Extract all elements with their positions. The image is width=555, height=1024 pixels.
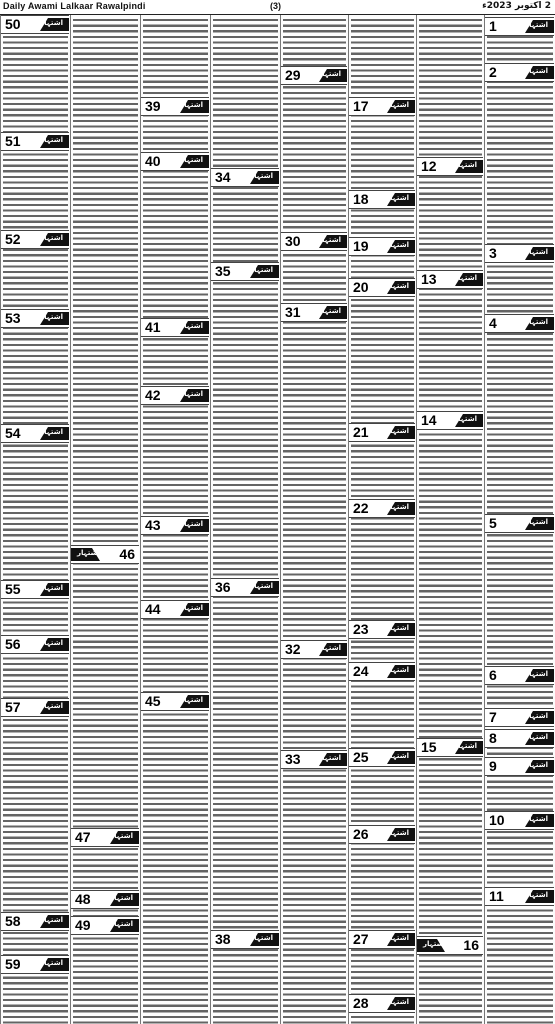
notice-header (1, 955, 69, 974)
notice-number: 59 (5, 956, 21, 972)
notice-header (1, 132, 69, 151)
notice-flag-label: اشتہار (180, 520, 203, 528)
notice-header (281, 303, 347, 322)
notice-number: 30 (285, 233, 301, 249)
notice-header (1, 912, 69, 931)
notice-number: 43 (145, 517, 161, 533)
notice-flag-label: اشتہار (180, 156, 203, 164)
notice-header (485, 708, 554, 727)
notice-flag-label: اشتہار (386, 101, 409, 109)
notice-number: 17 (353, 98, 369, 114)
notice-header (417, 157, 483, 176)
notice-flag-label: اشتہار (40, 428, 63, 436)
notice-header (349, 499, 415, 518)
notice-flag-label: اشتہار (40, 313, 63, 321)
notice-header (485, 17, 554, 36)
notice-number: 22 (353, 500, 369, 516)
column-1 (0, 15, 70, 1024)
notice-header (417, 270, 483, 289)
notice-header (485, 666, 554, 685)
notice-flag-label: اشتہار (318, 70, 341, 78)
notice-header (349, 662, 415, 681)
notice-number: 27 (353, 931, 369, 947)
notice-header (71, 916, 139, 935)
notice-header (349, 278, 415, 297)
notice-header (485, 514, 554, 533)
notice-header (349, 237, 415, 256)
notice-flag-label: اشتہار (386, 998, 409, 1006)
notice-header (417, 936, 483, 955)
notice-flag-label: اشتہار (386, 934, 409, 942)
notice-header (349, 190, 415, 209)
column-5 (280, 15, 348, 1024)
notice-flag-label: اشتہار (250, 934, 273, 942)
page-number: (3) (270, 1, 281, 11)
notice-header (485, 811, 554, 830)
notice-flag-label: اشتہار (40, 916, 63, 924)
notice-flag-label: اشتہار (386, 666, 409, 674)
notice-header (281, 750, 347, 769)
notice-flag-label: اشتہار (525, 733, 548, 741)
notice-flag-label: اشتہار (40, 584, 63, 592)
notice-number: 57 (5, 699, 21, 715)
notice-header (141, 97, 209, 116)
notice-number: 45 (145, 693, 161, 709)
notice-number: 14 (421, 412, 437, 428)
body-text (73, 17, 138, 1024)
notice-number: 12 (421, 158, 437, 174)
notice-header (71, 545, 139, 564)
notice-number: 1 (489, 18, 497, 34)
notice-header (1, 698, 69, 717)
notice-header (141, 600, 209, 619)
notice-flag-label: اشتہار (525, 518, 548, 526)
notice-flag-label: اشتہار (525, 248, 548, 256)
notice-header (141, 386, 209, 405)
notice-flag-label: اشتہار (40, 702, 63, 710)
notice-number: 20 (353, 279, 369, 295)
notice-number: 4 (489, 315, 497, 331)
notice-number: 16 (463, 937, 479, 953)
notice-number: 54 (5, 425, 21, 441)
notice-flag-label: اشتہار (454, 742, 477, 750)
notice-header (71, 828, 139, 847)
notice-flag-label: اشتہار (423, 940, 446, 948)
notice-flag-label: اشتہار (40, 19, 63, 27)
notice-number: 29 (285, 67, 301, 83)
notice-flag-label: اشتہار (318, 307, 341, 315)
notice-flag-label: اشتہار (110, 920, 133, 928)
notice-header (485, 63, 554, 82)
notice-number: 41 (145, 319, 161, 335)
notice-flag-label: اشتہار (454, 274, 477, 282)
notice-number: 48 (75, 891, 91, 907)
notice-number: 25 (353, 749, 369, 765)
notice-number: 56 (5, 636, 21, 652)
notice-flag-label: اشتہار (318, 644, 341, 652)
notice-flag-label: اشتہار (386, 241, 409, 249)
notice-header (211, 168, 279, 187)
notice-number: 7 (489, 709, 497, 725)
notice-flag-label: اشتہار (180, 390, 203, 398)
notice-flag-label: اشتہار (180, 696, 203, 704)
column-6 (348, 15, 416, 1024)
notice-number: 47 (75, 829, 91, 845)
notice-header (417, 411, 483, 430)
notice-flag-label: اشتہار (40, 639, 63, 647)
notice-flag-label: اشتہار (386, 194, 409, 202)
masthead-date: 2 اکتوبر 2023ء (482, 1, 551, 11)
notice-header (349, 97, 415, 116)
notice-flag-label: اشتہار (525, 815, 548, 823)
notice-number: 10 (489, 812, 505, 828)
notice-header (1, 580, 69, 599)
notice-number: 49 (75, 917, 91, 933)
notice-header (141, 318, 209, 337)
notice-flag-label: اشتہار (77, 549, 100, 557)
notice-header (485, 757, 554, 776)
notice-flag-label: اشتہار (180, 604, 203, 612)
notice-number: 6 (489, 667, 497, 683)
notice-number: 9 (489, 758, 497, 774)
notice-number: 23 (353, 621, 369, 637)
notice-number: 2 (489, 64, 497, 80)
notice-header (1, 230, 69, 249)
notice-flag-label: اشتہار (386, 624, 409, 632)
notice-flag-label: اشتہار (250, 582, 273, 590)
notice-header (211, 930, 279, 949)
notice-header (1, 15, 69, 34)
notice-number: 21 (353, 424, 369, 440)
notice-header (349, 423, 415, 442)
notice-number: 42 (145, 387, 161, 403)
notice-header (349, 748, 415, 767)
notice-number: 8 (489, 730, 497, 746)
body-text (283, 17, 346, 1024)
notice-number: 33 (285, 751, 301, 767)
notice-number: 46 (119, 546, 135, 562)
notice-number: 5 (489, 515, 497, 531)
masthead-title: Daily Awami Lalkaar Rawalpindi (3, 1, 146, 11)
notice-header (485, 729, 554, 748)
notice-flag-label: اشتہار (250, 172, 273, 180)
notice-header (281, 66, 347, 85)
notice-flag-label: اشتہار (525, 712, 548, 720)
notice-header (485, 887, 554, 906)
notice-flag-label: اشتہار (110, 832, 133, 840)
notice-flag-label: اشتہار (525, 891, 548, 899)
notice-header (349, 930, 415, 949)
notice-number: 44 (145, 601, 161, 617)
notice-number: 53 (5, 310, 21, 326)
masthead (0, 0, 555, 15)
notice-header (281, 640, 347, 659)
notice-number: 34 (215, 169, 231, 185)
notice-header (485, 314, 554, 333)
notice-flag-label: اشتہار (525, 67, 548, 75)
notice-number: 55 (5, 581, 21, 597)
notice-flag-label: اشتہار (386, 427, 409, 435)
notice-header (141, 152, 209, 171)
notice-number: 58 (5, 913, 21, 929)
notice-header (349, 620, 415, 639)
notice-flag-label: اشتہار (454, 161, 477, 169)
notice-header (1, 424, 69, 443)
notice-header (71, 890, 139, 909)
notice-header (1, 635, 69, 654)
notice-flag-label: اشتہار (40, 234, 63, 242)
notice-flag-label: اشتہار (386, 752, 409, 760)
notice-header (417, 738, 483, 757)
notice-number: 26 (353, 826, 369, 842)
notice-number: 15 (421, 739, 437, 755)
notice-flag-label: اشتہار (250, 266, 273, 274)
notice-number: 51 (5, 133, 21, 149)
column-4 (210, 15, 280, 1024)
notice-flag-label: اشتہار (40, 136, 63, 144)
notice-number: 32 (285, 641, 301, 657)
notice-flag-label: اشتہار (386, 829, 409, 837)
notice-number: 40 (145, 153, 161, 169)
notice-number: 35 (215, 263, 231, 279)
notice-flag-label: اشتہار (525, 761, 548, 769)
notice-flag-label: اشتہار (180, 322, 203, 330)
notice-number: 3 (489, 245, 497, 261)
notice-header (1, 309, 69, 328)
notice-flag-label: اشتہار (318, 754, 341, 762)
body-text (351, 17, 414, 1024)
notice-header (281, 232, 347, 251)
notice-number: 38 (215, 931, 231, 947)
notice-number: 50 (5, 16, 21, 32)
notice-number: 31 (285, 304, 301, 320)
notice-number: 39 (145, 98, 161, 114)
notice-number: 36 (215, 579, 231, 595)
notice-flag-label: اشتہار (454, 415, 477, 423)
notice-header (141, 516, 209, 535)
notice-flag-label: اشتہار (180, 101, 203, 109)
notice-flag-label: اشتہار (318, 236, 341, 244)
body-text (3, 17, 68, 1024)
notice-flag-label: اشتہار (386, 282, 409, 290)
notice-flag-label: اشتہار (525, 21, 548, 29)
notice-flag-label: اشتہار (40, 959, 63, 967)
notice-header (141, 692, 209, 711)
notice-header (485, 244, 554, 263)
notice-header (349, 825, 415, 844)
notice-header (211, 578, 279, 597)
notice-flag-label: اشتہار (525, 318, 548, 326)
column-2 (70, 15, 140, 1024)
notice-number: 11 (489, 888, 504, 904)
notice-header (349, 994, 415, 1013)
notice-flag-label: اشتہار (386, 503, 409, 511)
notice-number: 52 (5, 231, 21, 247)
notice-number: 13 (421, 271, 437, 287)
notice-flag-label: اشتہار (525, 670, 548, 678)
notice-number: 18 (353, 191, 369, 207)
notice-flag-label: اشتہار (110, 894, 133, 902)
notice-header (211, 262, 279, 281)
notice-number: 28 (353, 995, 369, 1011)
notice-number: 19 (353, 238, 369, 254)
notice-number: 24 (353, 663, 369, 679)
